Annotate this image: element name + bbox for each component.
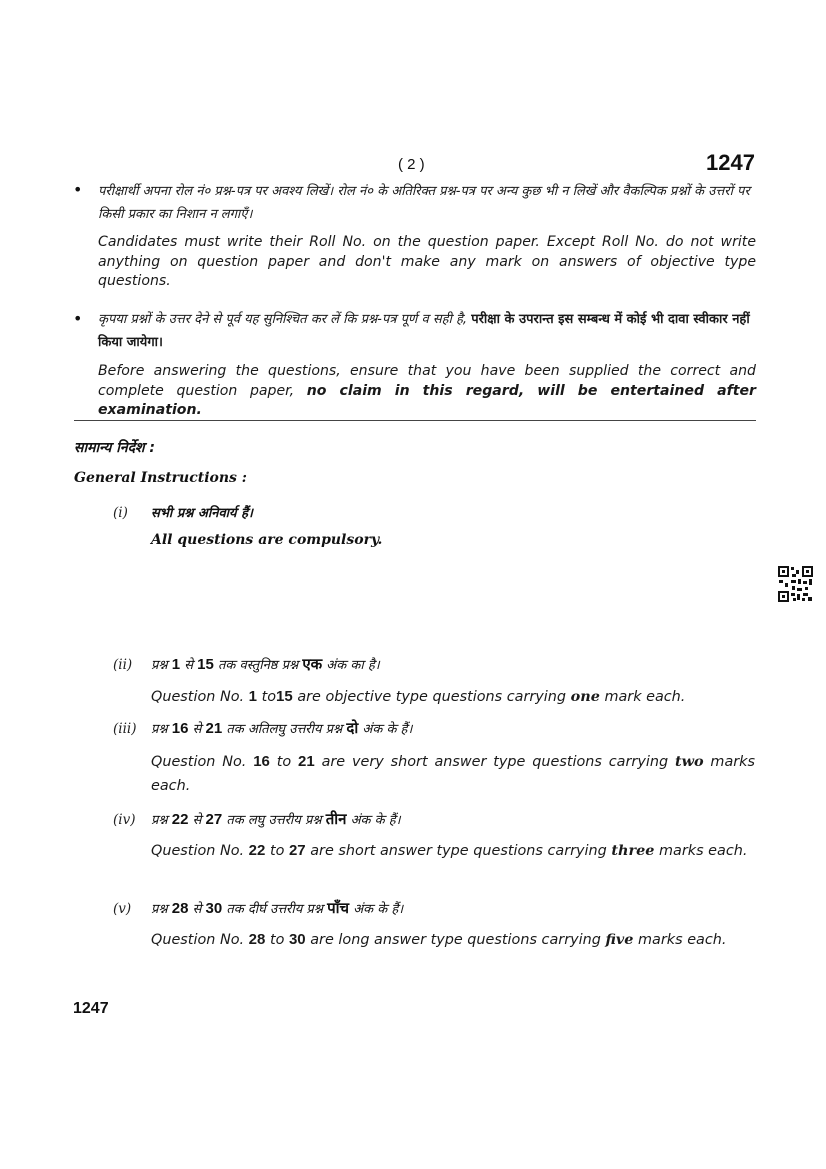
instruction-v-hindi <box>151 898 403 918</box>
hi-text: तक वस्तुनिष्ठ प्रश्न <box>217 658 299 673</box>
en-text: marks each. <box>151 754 756 794</box>
en-text: are very short answer type questions carrying <box>321 754 669 770</box>
notice-1-english: Candidates must write their Roll No. on the question paper. Except Roll No. do not write anything on question paper and don't make any mark on answers of objective type questions. <box>98 234 756 289</box>
en-keyword: two <box>674 753 704 770</box>
general-instructions-hindi-heading: सामान्य निर्देश : <box>74 440 156 456</box>
instruction-iii-hindi <box>151 718 412 738</box>
instruction-ii-english <box>151 685 755 709</box>
hi-number: 21 <box>205 720 223 737</box>
en-text: marks each. <box>658 843 748 859</box>
qr-code-icon <box>777 565 814 603</box>
hi-text: अंक के हैं। <box>350 813 401 828</box>
hi-text: तक दीर्घ उत्तरीय प्रश्न <box>226 902 323 917</box>
instruction-ii-hindi <box>151 654 380 674</box>
general-instructions-english-heading: General Instructions : <box>74 470 247 486</box>
instruction-v-numeral: (v) <box>113 901 132 917</box>
hi-keyword: तीन <box>325 811 347 828</box>
hi-number: 16 <box>171 720 189 737</box>
instruction-ii-numeral: (ii) <box>113 657 133 673</box>
instruction-iii-numeral: (iii) <box>113 721 137 737</box>
hi-keyword: एक <box>302 656 323 673</box>
en-number: 16 <box>253 753 270 770</box>
hi-text: तक अतिलघु उत्तरीय प्रश्न <box>226 722 343 737</box>
en-number: 21 <box>298 753 315 770</box>
bullet-icon: • <box>73 309 83 328</box>
hi-text: प्रश्न <box>151 722 168 737</box>
notice-1-hindi: परीक्षार्थी अपना रोल नं० प्रश्न-पत्र पर अवश्य लिखें। रोल नं० के अतिरिक्त प्रश्न-पत्र पर अन्य कुछ भी न लिखें और वैकल्पिक प्रश्नों के उत्तरों पर किसी प्रकार का निशान न लगाएँ। <box>98 184 750 222</box>
en-text: Question No. <box>151 689 245 705</box>
instruction-i-hindi: सभी प्रश्न अनिवार्य हैं। <box>151 506 253 521</box>
hi-number: 30 <box>205 900 223 917</box>
en-keyword: three <box>611 842 655 859</box>
en-text: to <box>261 689 277 705</box>
en-text: are long answer type questions carrying <box>310 932 601 948</box>
instruction-iv-hindi <box>151 809 401 829</box>
instruction-iv-numeral: (iv) <box>113 812 136 828</box>
en-text: Question No. <box>151 932 245 948</box>
hi-keyword: पाँच <box>327 900 350 917</box>
en-number: 15 <box>276 688 293 705</box>
hi-text: से <box>192 813 202 828</box>
en-number: 30 <box>288 931 306 948</box>
instruction-iv-english <box>151 839 755 863</box>
notice-2-english <box>98 362 756 421</box>
notice-2-hindi <box>98 308 756 354</box>
hi-text: प्रश्न <box>151 902 168 917</box>
hi-text: से <box>192 722 202 737</box>
hi-text: अंक के हैं। <box>353 902 404 917</box>
hi-number: 28 <box>171 900 189 917</box>
en-text: are short answer type questions carrying <box>310 843 607 859</box>
notice-2-english-text: Before answering the questions, ensure that you have been supplied the correct and complete question paper, <box>98 363 756 399</box>
instruction-v-english <box>151 928 755 952</box>
bullet-icon: • <box>73 180 83 199</box>
instruction-iii-english <box>151 750 755 798</box>
en-number: 27 <box>288 842 306 859</box>
hi-text: अंक का है। <box>326 658 380 673</box>
en-text: are objective type questions carrying <box>297 689 567 705</box>
hi-number: 27 <box>205 811 223 828</box>
hi-text: से <box>192 902 202 917</box>
hi-number: 15 <box>197 656 214 673</box>
hi-text: प्रश्न <box>151 658 168 673</box>
paper-code-footer: 1247 <box>73 1000 109 1017</box>
hi-number: 1 <box>171 656 181 673</box>
hi-keyword: दो <box>346 720 359 737</box>
paper-code-header: 1247 <box>706 150 755 175</box>
en-keyword: one <box>570 688 600 705</box>
divider <box>74 420 756 421</box>
en-text: Question No. <box>151 843 245 859</box>
en-text: to <box>269 932 285 948</box>
en-number: 22 <box>248 842 266 859</box>
notice-2-hindi-text: कृपया प्रश्नों के उत्तर देने से पूर्व यह सुनिश्चित कर लें कि प्रश्न-पत्र पूर्ण व सही है, <box>98 312 468 327</box>
en-keyword: five <box>605 931 634 948</box>
en-text: mark each. <box>604 689 686 705</box>
notice-2-english-bold: no claim in this regard, will be entertained after examination. <box>98 382 756 418</box>
hi-text: तक लघु उत्तरीय प्रश्न <box>226 813 322 828</box>
hi-text: से <box>184 658 194 673</box>
en-number: 28 <box>248 931 266 948</box>
hi-text: अंक के हैं। <box>362 722 413 737</box>
instruction-i-english: All questions are compulsory. <box>151 532 383 548</box>
page-number: ( 2 ) <box>398 156 425 173</box>
hi-number: 22 <box>171 811 189 828</box>
en-text: marks each. <box>638 932 727 948</box>
en-text: to <box>276 754 292 770</box>
notice-2-hindi-bold: परीक्षा के उपरान्त इस सम्बन्ध में कोई भी दावा स्वीकार नहीं किया जायेगा। <box>98 312 750 350</box>
en-text: to <box>269 843 285 859</box>
en-text: Question No. <box>151 754 247 770</box>
instruction-i-numeral: (i) <box>113 505 128 521</box>
hi-text: प्रश्न <box>151 813 168 828</box>
en-number: 1 <box>248 688 258 705</box>
